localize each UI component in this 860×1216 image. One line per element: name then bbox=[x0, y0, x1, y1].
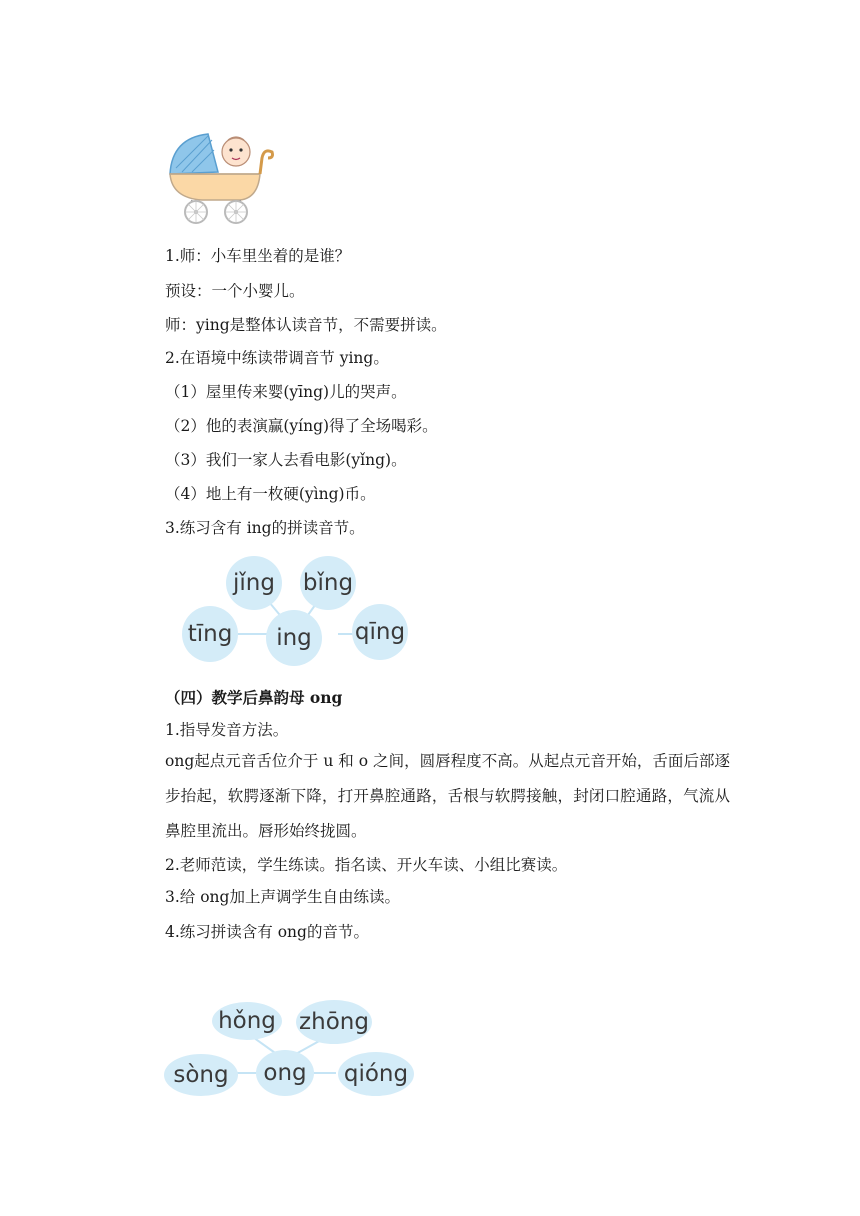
syllable-hong: hǒng bbox=[212, 1002, 282, 1040]
step-4b-line: 4.练习拼读含有 ong的音节。 bbox=[165, 923, 369, 941]
dialog-line-2: 预设：一个小婴儿。 bbox=[165, 282, 305, 300]
step-2b-line: 2.老师范读，学生练读。指名读、开火车读、小组比赛读。 bbox=[165, 856, 568, 874]
syllable-jing: jǐng bbox=[226, 556, 282, 610]
example-3-line: （3）我们一家人去看电影(yǐng)。 bbox=[165, 451, 407, 469]
syllable-qing: qīng bbox=[352, 604, 408, 660]
syllable-song: sòng bbox=[164, 1054, 238, 1096]
step-2-line: 2.在语境中练读带调音节 ying。 bbox=[165, 349, 389, 367]
step-3b-line: 3.给 ong加上声调学生自由练读。 bbox=[165, 888, 400, 906]
syllable-ing-center: ing bbox=[266, 610, 322, 666]
baby-stroller-illustration bbox=[162, 128, 280, 228]
dialog-line-1: 1.师：小车里坐着的是谁？ bbox=[165, 247, 351, 265]
section-4-heading: （四）教学后鼻韵母 ong bbox=[165, 688, 343, 707]
syllable-ting: tīng bbox=[182, 606, 238, 662]
step-1-line: 1.指导发音方法。 bbox=[165, 721, 289, 739]
dialog-line-3: 师：ying是整体认读音节，不需要拼读。 bbox=[165, 316, 447, 334]
syllable-zhong: zhōng bbox=[296, 1000, 372, 1044]
example-4-line: （4）地上有一枚硬(yìng)币。 bbox=[165, 485, 376, 503]
pronunciation-paragraph: ong起点元音舌位介于 u 和 o 之间，圆唇程度不高。从起点元音开始，舌面后部逐步抬起，软腭逐渐下降，打开鼻腔通路，舌根与软腭接触，封闭口腔通路，气流从鼻腔里流出。唇形始终拢圆。 bbox=[165, 752, 730, 840]
syllable-qiong: qióng bbox=[338, 1052, 414, 1096]
syllable-ong-center: ong bbox=[256, 1050, 314, 1096]
syllable-bing: bǐng bbox=[300, 556, 356, 610]
example-2-line: （2）他的表演赢(yíng)得了全场喝彩。 bbox=[165, 417, 438, 435]
example-1-line: （1）屋里传来婴(yīng)儿的哭声。 bbox=[165, 383, 407, 401]
step-3-line: 3.练习含有 ing的拼读音节。 bbox=[165, 519, 365, 537]
